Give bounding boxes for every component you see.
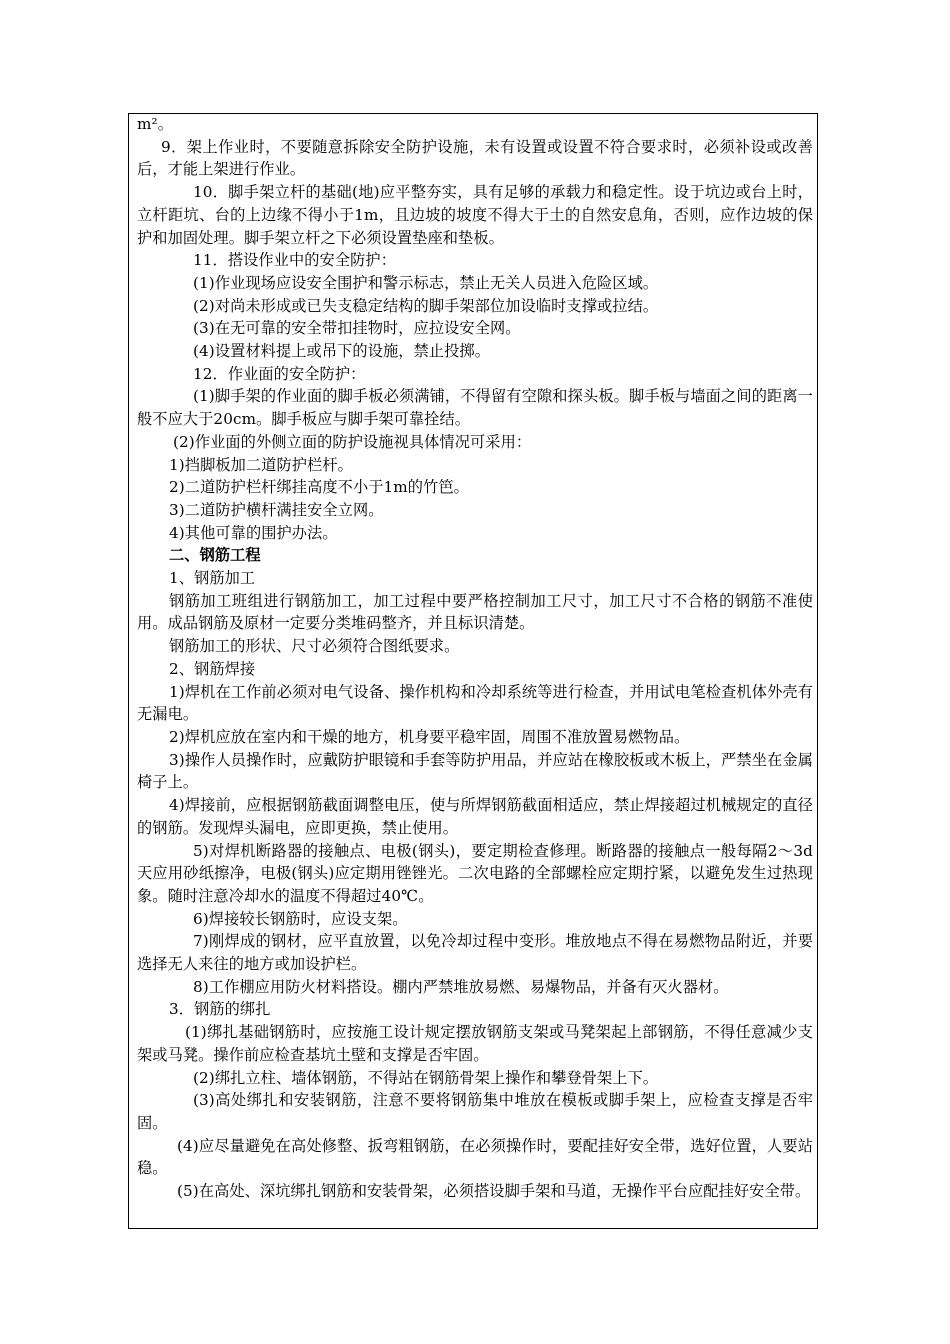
paragraph: (4)设置材料提上或吊下的设施，禁止投掷。 [193,342,490,361]
section-heading: 二、钢筋工程 [169,546,261,565]
paragraph: 钢筋加工的形状、尺寸必须符合图纸要求。 [169,637,460,656]
paragraph: 9．架上作业时，不要随意拆除安全防护设施，未有设置或设置不符合要求时，必须补设或改善后，才能上架进行作业。 [137,137,813,179]
paragraph: (2)对尚未形成或已失支稳定结构的脚手架部位加设临时支撑或拉结。 [193,296,659,315]
paragraph: (5)在高处、深坑绑扎钢筋和安装骨架，必须搭设脚手架和马道，无操作平台应配挂好安全带。 [177,1182,811,1201]
paragraph: (3)高处绑扎和安装钢筋，注意不要将钢筋集中堆放在模板或脚手架上，应检查支撑是否牢固。 [137,1091,813,1132]
paragraph: (2)作业面的外侧立面的防护设施视具体情况可采用： [173,432,532,451]
paragraph: 1)挡脚板加二道防护栏杆。 [169,455,353,474]
document-body [137,113,813,1203]
paragraph: 2)二道防护栏杆绑挂高度不小于1m的竹笆。 [169,478,469,497]
paragraph: (1)作业现场应设安全围护和警示标志，禁止无关人员进入危险区域。 [193,273,659,292]
paragraph: 12．作业面的安全防护： [193,364,366,383]
paragraph: 3)二道防护横杆满挂安全立网。 [169,500,384,519]
paragraph: 11．搭设作业中的安全防护： [193,251,396,270]
paragraph: 6)焊接较长钢筋时，应设支架。 [193,909,408,928]
paragraph: 4)其他可靠的围护办法。 [169,523,338,542]
paragraph: 8)工作棚应用防火材料搭设。棚内严禁堆放易燃、易爆物品，并备有灭火器材。 [193,977,729,996]
paragraph: (4)应尽量避免在高处修整、扳弯粗钢筋，在必须操作时，要配挂好安全带，选好位置，人要站稳。 [137,1136,813,1178]
paragraph: 3)操作人员操作时，应戴防护眼镜和手套等防护用品，并应站在橡胶板或木板上，严禁坐在金属椅子上。 [137,750,813,792]
paragraph: 7)刚焊成的钢材，应平直放置，以免冷却过程中变形。堆放地点不得在易燃物品附近，并要选择无人来往的地方或加设护栏。 [137,932,813,974]
paragraph: 2)焊机应放在室内和干燥的地方，机身要平稳牢固，周围不准放置易燃物品。 [169,727,690,746]
paragraph: 5)对焊机断路器的接触点、电极(钢头)，要定期检查修理。断路器的接触点一般每隔2～3d天应用砂纸擦净，电极(钢头)应定期用锉锉光。二次电路的全部螺栓应定期拧紧，以避免发生过热现象。随时注意冷却水的温度不得超过40℃。 [137,841,813,905]
paragraph: 1)焊机在工作前必须对电气设备、操作机构和冷却系统等进行检查，并用试电笔检查机体外壳有无漏电。 [137,682,813,724]
paragraph: 1、钢筋加工 [169,569,256,588]
paragraph: 4)焊接前，应根据钢筋截面调整电压，使与所焊钢筋截面相适应，禁止焊接超过机械规定的直径的钢筋。发现焊头漏电，应即更换，禁止使用。 [137,796,813,837]
paragraph: m²。 [137,115,173,133]
paragraph: 钢筋加工班组进行钢筋加工，加工过程中要严格控制加工尺寸，加工尺寸不合格的钢筋不准使用。成品钢筋及原材一定要分类堆码整齐，并且标识清楚。 [137,591,813,633]
paragraph: 10．脚手架立杆的基础(地)应平整夯实，具有足够的承载力和稳定性。设于坑边或台上时，立杆距坑、台的上边缘不得小于1m，且边坡的坡度不得大于土的自然安息角，否则，应作边坡的保护和加固处理。脚手架立杆之下必须设置垫座和垫板。 [137,183,813,247]
paragraph: 3．钢筋的绑扎 [169,1000,271,1019]
paragraph: (2)绑扎立柱、墙体钢筋，不得站在钢筋骨架上操作和攀登骨架上下。 [193,1068,659,1087]
paragraph: (1)绑扎基础钢筋时，应按施工设计规定摆放钢筋支架或马凳架起上部钢筋，不得任意减少支架或马凳。操作前应检查基坑土壁和支撑是否牢固。 [137,1023,813,1064]
paragraph: (3)在无可靠的安全带扣挂物时，应拉设安全网。 [193,319,521,338]
paragraph: (1)脚手架的作业面的脚手板必须满铺，不得留有空隙和探头板。脚手板与墙面之间的距离一般不应大于20cm。脚手板应与脚手架可靠拴结。 [137,387,813,429]
paragraph: 2、钢筋焊接 [169,659,256,678]
